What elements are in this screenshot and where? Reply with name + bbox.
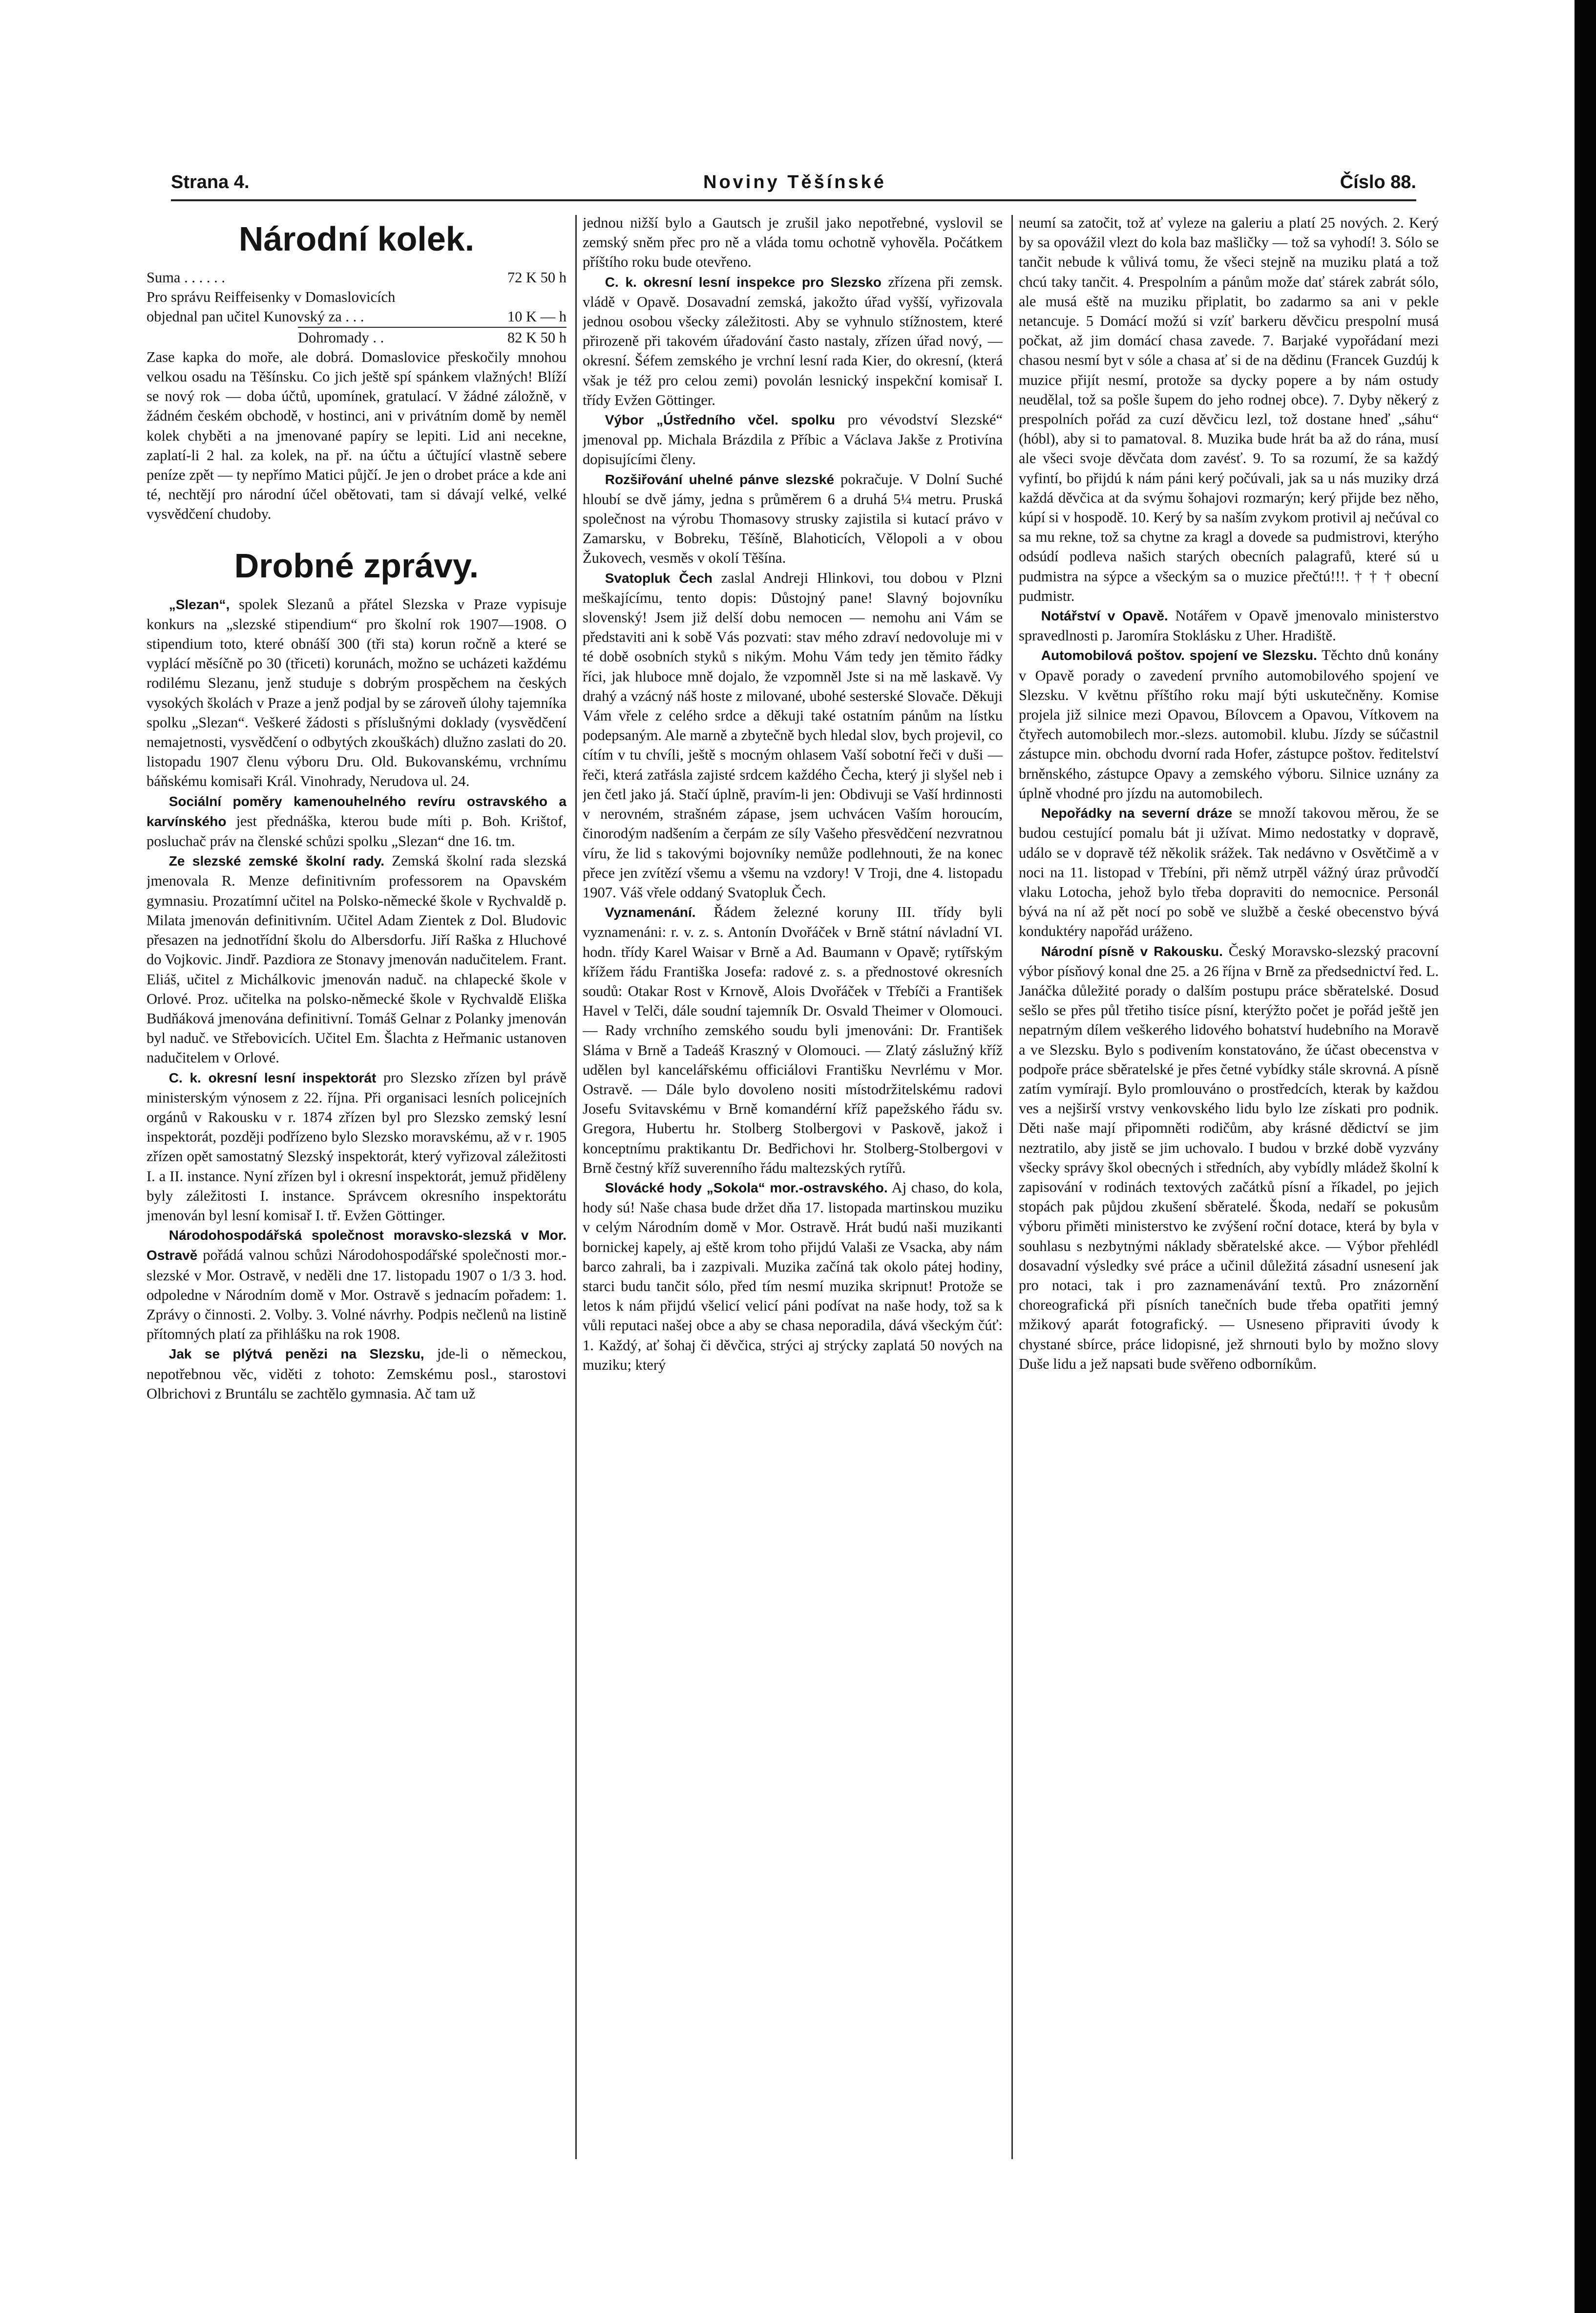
article — [583, 1178, 1003, 1375]
article-text: Český Moravsko-slezský pracovní výbor písňový konal dne 25. a 26 října v Brně za předsednictví řed. L. Janáčka důležité porady o dalším postupu práce sběratelské. Dosud sešlo se přes půl třetiho tisíce písní, kterýžto počet je pořád ještě jen nepatrným dílem veškerého lidového bohatství hudebního na Moravě a ve Slezsku. Bylo s podivením konstatováno, že účast obecenstva v podpoře práce sběratelské je přes četné vybídky stále skrovná. A písně zatím vymírají. Bylo promlouváno o prostředcích, kterak by každou ves a nejširší vrstvy venkovského lidu bylo lze získati pro podnik. Děti naše mají připomněti rodičům, aby krásné dědictví se jim neztratilo, aby jistě se jim uchovalo. I budou v brzké době vyzvány všecky správy škol obecných i středních, aby vybídly mládež školní k zapisování v rodinách textových začátků písní a říkadel, po jejich stopách pak půjdou zkušení sběratelé. Škoda, nedaří se pokusům výboru přiměti ministerstvo ke zvýšení roční dotace, která by byla v souhlasu s nezbytnými náklady sběratelské akce. — Výbor přehlédl dosavadní výsledky své práce a učinil důležitá zásadní usnesení jak pro notaci, tak i pro zaznamenávání textů. Pro znázornění choreografická při písních tanečních bude třeba opatřiti jemný mžikový aparát fotografický. — Usneseno připraviti úvody k chystané sbírce, práce lidopisné, jež shrnouti bylo by možno slovy Duše lidu a jež napsati bude svěřeno odborníkům. — [1019, 942, 1439, 1372]
ledger-label: Suma . . . . . . — [147, 269, 225, 286]
article-text: Aj chaso, do kola, hody sú! Naše chasa bude držet dňa 17. listopada martinskou muziku v celým Národním domě v Mor. Ostravě. Hrát budú naši muzikanti bornickej kapely, aj eště krom toho přijdú Valaši ze Vsacka, aby nám barco zahrali, ba i zazpivali. Muzika začíná tak okolo pátej hodiny, starci budu tančit sólo, před tím nesmí muzika skripnut! Protože se letos k nám přijdú všelicí velicí páni podívat na naše hody, tož sa k vůli reputaci našej obce a aby se chasa neporadila, dává všeckým čúť: 1. Každý, ať šohaj či děvčica, strýci aj strýcky zaplatá 50 nových na muziku; který — [583, 1179, 1003, 1373]
article-text: pokračuje. V Dolní Suché hloubí se dvě jámy, jedna s průměrem 6 a druhá 5¼ metru. Pruská společnost na výrobu Thomasovy strusky zajistila si kutací právo v Zamarsku, v Bobreku, Těšíně, Blahoticích, Vělopoli a v obou Žukovech, vesměs v okolí Těšína. — [583, 470, 1003, 567]
article — [583, 410, 1003, 469]
article — [583, 902, 1003, 1178]
ledger-label: Pro správu Reiffeisenky v Domaslovicích objednal pan učitel Kunovský za . . . — [147, 289, 396, 325]
article-text: pořádá valnou schůzi Národohospodářské společnosti mor.-slezské v Mor. Ostravě, v neděli dne 17. listopadu 1907 o 1/3 3. hod. odpoledne v Národním domě v Mor. Ostravě s jednacím pořadem: 1. Zprávy o činnosti. 2. Volby. 3. Volné návrhy. Podpis nečlenů na listině přítomných platí za přihlášku na rok 1908. — [147, 1247, 567, 1343]
article-head: Automobilová poštov. spojení ve Slezsku. — [1041, 648, 1317, 663]
article-head: Národní písně v Rakousku. — [1041, 943, 1223, 959]
column-1 — [147, 213, 567, 2157]
article — [147, 851, 567, 1067]
ledger-value: 10 K — h — [507, 308, 567, 325]
kolek-text: Zase kapka do moře, ale dobrá. Domaslovice přeskočily mnohou velkou osadu na Těšínsku. Co jich ještě spí spánkem vlažných! Blíží se nový rok — doba účtů, upomínek, gratulací. V žádné záložně, v žádném českém obchodě, v hostinci, ani v privátním domě by neměl kolek chyběti a na jmenované papíry se lepiti. Lid ani necekne, zaplatí-li 2 hal. za kolek, na př. na účtu a účtující vlastně sebere peníze zpět — ty nepřímo Matici půjčí. Je jen o drobet práce a kde ani té, nechtějí pro národní účel obětovati, tam si dávají velké, velké vysvědčení chudoby. — [147, 348, 567, 523]
column-divider — [1011, 215, 1013, 2159]
article — [147, 791, 567, 851]
article-text: zaslal Andreji Hlinkovi, tou dobou v Plzni meškajícímu, tento dopis: Důstojný pane! Slavný bojovníku slovenský! Jsem již delší dobu nemocen — nemohu ani Vám se představiti ani k sobě Vás pozvati: stav mého zdraví nedovoluje mi v té době osobních styků s nikým. Mohu Vám tedy jen těmito řádky říci, jak hluboce mně dojalo, že vzpomněl Jste si na mě laskavě. Vy drahý a vzácný náš hoste z milované, ubohé sesterské Slovače. Děkuji Vám vřele z celého srdce a děkuji také ostatním pánům na lístku podepsaným. Ale marně a zbytečně bych hledal slov, bych projevil, co cítím v tu chvíli, ještě s mocným ohlasem Vaší sobotní řeči v duši — řeči, která zatřásla zajisté srdcem každého Čecha, který ji slyšel neb i jen četl jako já. Stačí úplně, pravím-li jen: Obdivuji se Vaší hrdinnosti v nerovném, strašném zápase, jsem uchvácen Vaším horoucím, činorodým nadšením a čerpám ze síly Vašeho přesvědčení nezvratnou víru, že lid s takovými bojovníky nemůže podlehnouti, že na konec přece jen zvítězí všemu a všemu na vzdory! V Troji, dne 4. listopadu 1907. Váš vřele oddaný Svatopluk Čech. — [583, 569, 1003, 901]
masthead-title: Noviny Těšínské — [703, 172, 886, 192]
ledger-row — [147, 287, 567, 326]
article-continued: jednou nižší bylo a Gautsch je zrušil jako nepotřebné, vyslovil se zemský sněm přec pro ně a vláda tomu ochotně vyhověla. Počátkem příštího roku bude otevřeno. — [583, 214, 1003, 271]
article-text: jde-li o německou, nepotřebnou věc, viděti z tohoto: Zemskému posl., starostovi Olbrichovi z Bruntálu se zachtělo gymnasia. Ač tam už — [147, 1345, 567, 1402]
article-head: Notářství v Opavě. — [1041, 608, 1168, 624]
article-text: pro Slezsko zřízen byl právě ministerským výnosem z 22. října. Při organisaci lesních policejních orgánů v Rakousku v r. 1874 zřízen byl pro Slezsko zemský lesní inspektorát, později podřízeno bylo Slezsko moravskému, až v r. 1905 zřízen opět samostatný Slezský inspektorát, který vyřizoval záležitosti I. a II. instance. Nyní zřízen byl i okresní inspektorát, jemuž přiděleny byly záležitosti I. instance. Správcem okresního inspektorátu jmenován byl lesní komisař I. tř. Evžen Göttinger. — [147, 1069, 567, 1224]
article-head: Národohospodářská společnost moravsko-slezská v Mor. Ostravě — [147, 1228, 567, 1263]
article — [147, 1225, 567, 1344]
article-head: Sociální poměry kamenouhelného revíru ostravského a karvínského — [147, 793, 567, 829]
article — [583, 469, 1003, 568]
article — [147, 1068, 567, 1226]
ledger-value: 72 K 50 h — [507, 269, 567, 286]
kolek-ledger — [147, 268, 567, 347]
article — [1019, 645, 1439, 803]
article-continued: neumí sa zatočit, tož ať vyleze na galeriu a platí 25 nových. 2. Kerý by sa opovážil vlezt do kola baz mašličky — tož sa vyhodí! 3. Sólo se tančit nebude k vůlivá tomu, že všeci stejně na muziku platá a tož chcú taky tančit. 4. Prespolním a pánům može dať stárek zabrát sólo, ale musá eště na muziku připlatit, bo zadarmo sa ani v pekle netancuje. 5 Domácí možú si vzíť barkeru děvčicu prespolní musá počkat, až jim domácí chasa zavede. 7. Barjaké vypořádaní mezi chasou nesmí byt v sóle a chasa ať si de na dědinu (Francek Guzdúj k muzice přijít nesmí, protože sa dycky popere a by nám ostudy neudělal, tož sa pošle šupem do jeho rodnej obce). 7. Dyby někerý z prespolních pořád za cuzí děvčicu lezl, tož dostane hneď „sáhu“ (hóbl), aby si to pamatoval. 8. Muzika bude hrát ba až do rána, musí ale všeci svoje děvčata dom zavésť. 9. To sa rozumí, že sa každý vyfintí, bo přijdú k nám páni kerý počúvali, jak sa u nás muziky drzá každá děvčica at da svýmu šohajovi rozmarýn; kerý přijde bez něho, kúpí si v hospodě. 10. Kerý by sa naším zvykom protivil aj nečúval co sa mu rekne, tož sa chytne za kragl a dovede sa pudmistrovi, kterýho odsúdí podleva našich starých obecních palagrafů, které sú u pudmistra na sýpce a všeckým sa o muzice přečtú!!!. † † † obecní pudmistr. — [1019, 214, 1439, 604]
ledger-value: 82 K 50 h — [507, 329, 567, 346]
article-head: Svatopluk Čech — [605, 570, 713, 586]
article-head: Rozšiřování uhelné pánve slezské — [605, 471, 834, 487]
header-rule — [171, 199, 1416, 201]
ledger-label: Dohromady . . — [298, 329, 384, 346]
page-number: Strana 4. — [171, 172, 250, 192]
article-head: Vyznamenání. — [605, 905, 696, 920]
article-text: pro vévodství Slezské“ jmenoval pp. Michala Brázdila z Příbic a Václava Jakše z Protivína dopisujícími členy. — [583, 411, 1003, 468]
article-text: Těchto dnů konány v Opavě porady o zavedení prvního automobilového spojení ve Slezsku. V květnu příštího roku mají býti uskutečněny. Komise projela již silnice mezi Opavou, Bílovcem a Opavou, Vítkovem na čtyřech automobilech mor.-slezs. automobil. klubu. Jízdy se súčastnil zástupce min. obchodu dvorní rada Hofer, zástupce poštov. ředitelství brněnského, zástupce Opavy a zemského výboru. Silnice uznány za úplně vhodné pro jízdu na automobilech. — [1019, 647, 1439, 802]
column-3 — [1019, 213, 1439, 2157]
article-head: Slovácké hody „Sokola“ mor.-ostravského. — [605, 1180, 888, 1195]
column-divider — [575, 215, 577, 2159]
article — [583, 568, 1003, 902]
article-head: Jak se plýtvá penězi na Slezsku, — [168, 1346, 424, 1362]
article-head: „Slezan“, — [168, 596, 230, 612]
article-head: C. k. okresní lesní inspektorát — [168, 1070, 377, 1085]
issue-number: Číslo 88. — [1340, 172, 1416, 192]
section-title-drobne: Drobné zprávy. — [234, 546, 479, 585]
article-text: zřízena při zemsk. vládě v Opavě. Dosavadní zemská, jakožto úřad vyšší, vyřizovala jednou osobou všecky záležitosti. Aby se vyhnulo stížnostem, které přirozeně při takovém úřadování často nastaly, zřízen úřad nový, — okresní. Šéfem zemského je vrchní lesní rada Kier, do okresní, (která však je též pro celou zemi) povolán lesnický inspekční komisař I. třídy Evžen Göttinger. — [583, 273, 1003, 408]
article-head: Ze slezské zemské školní rady. — [168, 853, 384, 869]
ledger-row — [147, 268, 567, 287]
article — [583, 272, 1003, 410]
article-text: spolek Slezanů a přátel Slezska v Praze vypisuje konkurs na „slezské stipendium“ pro školní rok 1907—1908. O stipendium toto, které obnáší 300 (tři sta) korun ročně a které se vyplácí měsíčně po 30 (třiceti) korunách, možno se ucházeti každému rodilému Slezanu, jenž studuje s dobrým prospěchem na českých vysokých školách v Praze a jenž podjal by se zároveň úlohy tajemníka spolku „Slezan“. Veškeré žádosti s příslušnými doklady (vysvědčení nemajetnosti, vysvědčení o odbytých zkouškách) dlužno zaslati do 20. listopadu 1907 členu výboru Dru. Old. Bukovanskému, vrchnímu báňskému komisaři Král. Vinohrady, Nerudova ul. 24. — [147, 595, 567, 790]
article-head: Výbor „Ústředního včel. spolku — [605, 412, 835, 428]
article-text: Notářem v Opavě jmenovalo ministerstvo spravedlnosti p. Jaromíra Stoklásku z Uher. Hradiště. — [1019, 607, 1439, 644]
article — [147, 1344, 567, 1403]
article-head: Nepořádky na severní dráze — [1041, 806, 1233, 821]
column-2 — [583, 213, 1003, 2157]
article — [147, 594, 567, 791]
article-text: jest přednáška, kterou bude míti p. Boh. Krištof, posluchač práv na členské schůzi spolku „Slezan“ dne 16. tm. — [147, 812, 567, 850]
article — [1019, 606, 1439, 645]
article — [1019, 941, 1439, 1374]
page-header — [171, 172, 1416, 197]
ledger-total — [298, 327, 567, 347]
article-text: Zemská školní rada slezská jmenovala R. Menze definitivním professorem na Opavském gymnasiu. Prozatímní učitel na Polsko-německé škole v Rychvaldě p. Milata jmenován definitivním. Učitel Adam Zientek z Dol. Bludovic přesazen na jednotřídní školu do Albersdorfu. Jiří Raška z Hluchové do Vojkovic. Jindř. Pazdiora ze Stonavy jmenován nadučitelem. Frant. Eliáš, učitel z Michálkovic jmenován naduč. na chlapecké škole v Orlové. Proz. učitelka na polsko-německé škole v Rychvaldě Eliška Budňáková jmenována definitivní. Tomáš Gelnar z Polanky jmenován byl naduč. ve Střebovicích. Učitel Em. Šlachta z Heřmanic ustanoven nadučitelem v Orlové. — [147, 852, 567, 1066]
article — [1019, 803, 1439, 941]
article-text: se množí takovou měrou, že se budou cestující pomalu bát ji užívat. Mimo nedostatky v dopravě, událo se v dopravě též několik srážek. Tak nedávno v Osvětčimě a v noci na 11. listopad v Třebíni, při němž utrpěl vážný úraz průvodčí vlaku Lotocha, jehož bylo třeba dopraviti do nemocnice. Personál bývá na ní až pět nocí po sobě ve službě a české obecenstvo bývá konduktéry napořád uráženo. — [1019, 805, 1439, 940]
article-text: Řádem železné koruny III. třídy byli vyznamenáni: r. v. z. s. Antonín Dvořáček v Brně státní návladní VI. hodn. třídy Karel Waisar v Brně a Ad. Baumann v Opavě; rytířským křížem řádu Františka Josefa: radové z. s. a přednostové okresních soudů: Otakar Rost v Krnově, Alois Dvořáček v Třebíči a František Havel v Telči, dále soudní tajemník Dr. Osvald Theimer v Olomouci. — Rady vrchního zemského soudu byli jmenováni: Dr. František Sláma v Brně a Tadeáš Kraszný v Olomouci. — Zlatý záslužný kříž udělen byl kancelářskému officiálovi Františku Nevrlému v Mor. Ostravě. — Dále bylo dovoleno nositi místodržitelskému radovi Josefu Svitavskému v Brně komandérní kříž papežského řádu sv. Gregora, Hubertu hr. Stolberg Stolbergovi v Paskově, jakož i konceptnímu praktikantu Dr. Bedřichovi hr. Stolberg-Stolbergovi v Brně čestný kříž suverenního řádu maltezských rytířů. — [583, 904, 1003, 1176]
article-head: C. k. okresní lesní inspekce pro Slezsko — [605, 274, 882, 290]
section-title-kolek: Národní kolek. — [238, 220, 475, 258]
scan-border — [1575, 0, 1596, 2313]
